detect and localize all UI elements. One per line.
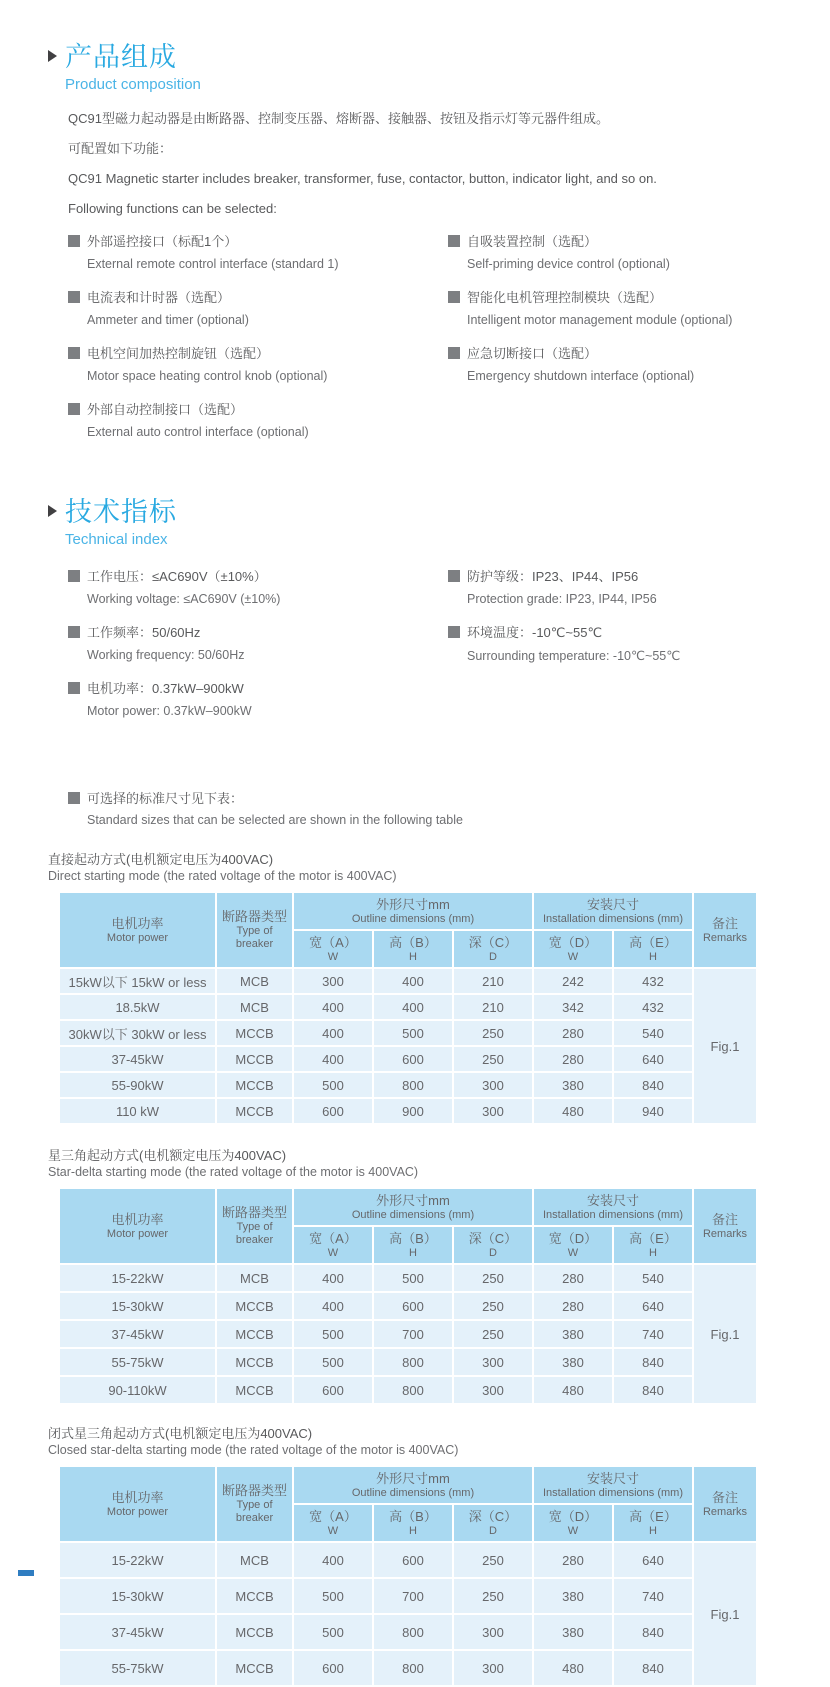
section-marker-icon [48,50,57,62]
col-header-dimension: 高（B） H [374,931,452,967]
feature-label-zh: 外部自动控制接口（选配） [87,402,244,417]
section-heading [48,42,802,95]
table-cell: 280 [534,1543,612,1577]
feature-item [68,399,448,439]
spec-label-en: Working frequency: 50/60Hz [87,648,245,662]
feature-label-en: Self-priming device control (optional) [467,257,670,271]
table-row [60,1321,756,1347]
feature-item [68,287,448,327]
caption-zh: 直接起动方式(电机额定电压为400VAC) [48,852,274,867]
table-row [60,1579,756,1613]
table-cell: 250 [454,1265,532,1291]
col-header-breaker-type: 断路器类型 Type of breaker [217,1189,292,1263]
section-title-zh: 技术指标 [65,497,177,527]
table-cell: MCCB [217,1651,292,1685]
table-cell: 250 [454,1543,532,1577]
col-header-dimension: 深（C） D [454,1505,532,1541]
table-cell: 380 [534,1579,612,1613]
table-cell: 500 [294,1615,372,1649]
spec-label-zh: 工作电压：≤AC690V（±10%） [87,569,267,584]
table-row [60,1543,756,1577]
bullet-square-icon [68,347,80,359]
table-cell: 250 [454,1579,532,1613]
note-zh: 可选择的标准尺寸见下表： [87,791,244,806]
page-corner-tab [18,1570,34,1576]
spec-label-en: Motor power: 0.37kW–900kW [87,704,252,718]
feature-label-zh: 电流表和计时器（选配） [87,290,231,305]
bullet-square-icon [68,792,80,804]
col-header-breaker-type: 断路器类型 Type of breaker [217,1467,292,1541]
caption-en: Direct starting mode (the rated voltage of the motor is 400VAC) [48,869,397,883]
col-header-dimension: 宽（A） W [294,1505,372,1541]
col-header-dimension: 宽（D） W [534,1505,612,1541]
table-cell: MCCB [217,1579,292,1613]
table-cell: MCB [217,1543,292,1577]
table-cell: 800 [374,1377,452,1403]
feature-label-zh: 自吸装置控制（选配） [467,234,598,249]
feature-label-en: Emergency shutdown interface (optional) [467,369,695,383]
spec-label-en: Surrounding temperature: -10℃~55℃ [467,649,681,663]
bullet-square-icon [68,403,80,415]
table-cell: 800 [374,1349,452,1375]
section-technical-index [48,497,802,734]
section-title-en: Technical index [65,531,168,548]
feature-columns [68,231,802,455]
spec-label-zh: 环境温度：-10℃~55℃ [467,625,603,640]
table-cell: 280 [534,1047,612,1071]
table-cell: 250 [454,1293,532,1319]
table-cell: 300 [454,1651,532,1685]
table-cell: 500 [294,1579,372,1613]
dimensions-table [58,1465,758,1687]
col-header-motor-power: 电机功率 Motor power [60,893,215,967]
table-cell: MCB [217,1265,292,1291]
intro-paragraph-en: QC91 Magnetic starter includes breaker, transformer, fuse, contactor, button, indicator light, and so on. [68,171,657,186]
table-closed-star-delta-starting [58,1465,802,1687]
bullet-square-icon [68,235,80,247]
note-en: Standard sizes that can be selected are shown in the following table [87,813,463,827]
table-caption-closed-star-delta [48,1425,802,1459]
table-cell: 37-45kW [60,1321,215,1347]
spec-label-en: Protection grade: IP23, IP44, IP56 [467,592,657,606]
table-star-delta-starting [58,1187,802,1405]
feature-label-zh: 外部遥控接口（标配1个） [87,234,238,249]
table-cell: 90-110kW [60,1377,215,1403]
table-cell: 210 [454,995,532,1019]
table-cell: 400 [294,995,372,1019]
table-row [60,1021,756,1045]
bullet-square-icon [448,235,460,247]
feature-label-en: Motor space heating control knob (optional) [87,369,328,383]
col-group-outline-dimensions: 外形尺寸mm Outline dimensions (mm) [294,1189,532,1225]
table-cell: 400 [294,1047,372,1071]
table-row [60,969,756,993]
table-cell: 840 [614,1349,692,1375]
col-header-dimension: 深（C） D [454,1227,532,1263]
spec-item [448,622,802,663]
col-header-dimension: 宽（A） W [294,931,372,967]
col-header-dimension: 高（E） H [614,931,692,967]
spec-column-right [448,566,802,734]
table-cell: 840 [614,1615,692,1649]
table-cell: 300 [454,1073,532,1097]
table-cell: 900 [374,1099,452,1123]
table-row [60,1615,756,1649]
table-cell: 380 [534,1073,612,1097]
table-row [60,1047,756,1071]
feature-label-zh: 电机空间加热控制旋钮（选配） [87,346,270,361]
standard-sizes-note [68,788,802,827]
col-header-dimension: 高（E） H [614,1505,692,1541]
feature-item [68,343,448,383]
table-cell: 500 [294,1321,372,1347]
col-group-outline-dimensions: 外形尺寸mm Outline dimensions (mm) [294,1467,532,1503]
table-cell: 940 [614,1099,692,1123]
table-caption-star-delta [48,1147,802,1181]
table-cell: 37-45kW [60,1615,215,1649]
table-cell: 400 [294,1293,372,1319]
table-cell: 55-90kW [60,1073,215,1097]
table-cell: 18.5kW [60,995,215,1019]
table-cell: 540 [614,1021,692,1045]
table-cell: 800 [374,1651,452,1685]
spec-column-left [68,566,448,734]
table-cell: 400 [374,995,452,1019]
col-header-dimension: 高（E） H [614,1227,692,1263]
table-cell: 500 [294,1073,372,1097]
spec-item [68,566,448,606]
spec-label-en: Working voltage: ≤AC690V (±10%) [87,592,281,606]
table-cell: 840 [614,1651,692,1685]
feature-item [448,287,802,327]
table-cell: 700 [374,1321,452,1347]
spec-label-zh: 电机功率：0.37kW–900kW [87,681,244,696]
dimensions-table [58,1187,758,1405]
table-cell: 480 [534,1099,612,1123]
bullet-square-icon [448,570,460,582]
col-header-motor-power: 电机功率 Motor power [60,1189,215,1263]
feature-label-en: External auto control interface (optional) [87,425,309,439]
remark-cell: Fig.1 [694,969,756,1123]
table-cell: 15-22kW [60,1265,215,1291]
table-cell: 242 [534,969,612,993]
table-cell: 280 [534,1293,612,1319]
table-row [60,995,756,1019]
intro-paragraph-en2: Following functions can be selected: [68,201,277,216]
caption-en: Closed star-delta starting mode (the rated voltage of the motor is 400VAC) [48,1443,459,1457]
feature-column-left [68,231,448,455]
col-group-installation-dimensions: 安装尺寸 Installation dimensions (mm) [534,893,692,929]
table-cell: 400 [294,1543,372,1577]
table-direct-starting [58,891,802,1125]
table-cell: 15kW以下 15kW or less [60,969,215,993]
feature-label-en: Intelligent motor management module (optional) [467,313,733,327]
section-marker-icon [48,505,57,517]
feature-label-zh: 应急切断接口（选配） [467,346,598,361]
col-header-dimension: 宽（A） W [294,1227,372,1263]
col-header-remarks: 备注 Remarks [694,1467,756,1541]
table-cell: 500 [294,1349,372,1375]
table-cell: MCCB [217,1293,292,1319]
table-cell: 600 [374,1543,452,1577]
table-cell: 37-45kW [60,1047,215,1071]
table-cell: 55-75kW [60,1349,215,1375]
table-cell: 300 [454,1099,532,1123]
table-row [60,1099,756,1123]
section-title-zh: 产品组成 [65,42,177,72]
table-cell: MCCB [217,1047,292,1071]
caption-zh: 星三角起动方式(电机额定电压为400VAC) [48,1148,287,1163]
feature-label-zh: 智能化电机管理控制模块（选配） [467,290,663,305]
table-cell: 250 [454,1321,532,1347]
feature-item [448,343,802,383]
col-header-dimension: 宽（D） W [534,931,612,967]
table-cell: MCCB [217,1021,292,1045]
bullet-square-icon [68,626,80,638]
table-cell: MCCB [217,1073,292,1097]
table-cell: 640 [614,1543,692,1577]
table-cell: 740 [614,1579,692,1613]
col-header-remarks: 备注 Remarks [694,893,756,967]
table-cell: 700 [374,1579,452,1613]
table-cell: 380 [534,1321,612,1347]
section-product-composition [48,42,802,455]
spec-item [68,622,448,662]
table-cell: 600 [294,1377,372,1403]
table-row [60,1073,756,1097]
col-header-dimension: 高（B） H [374,1227,452,1263]
table-cell: 30kW以下 30kW or less [60,1021,215,1045]
table-cell: 300 [454,1377,532,1403]
table-cell: 740 [614,1321,692,1347]
col-group-installation-dimensions: 安装尺寸 Installation dimensions (mm) [534,1467,692,1503]
feature-item [68,231,448,271]
col-header-motor-power: 电机功率 Motor power [60,1467,215,1541]
table-cell: MCB [217,995,292,1019]
table-cell: 400 [374,969,452,993]
table-cell: 280 [534,1021,612,1045]
table-cell: 55-75kW [60,1651,215,1685]
table-cell: 840 [614,1377,692,1403]
bullet-square-icon [68,570,80,582]
table-cell: 600 [374,1047,452,1071]
table-cell: 480 [534,1651,612,1685]
intro-paragraph-zh: QC91型磁力起动器是由断路器、控制变压器、熔断器、接触器、按钮及指示灯等元器件组成。 [68,111,609,126]
table-cell: 432 [614,995,692,1019]
table-cell: MCCB [217,1321,292,1347]
col-header-remarks: 备注 Remarks [694,1189,756,1263]
col-header-dimension: 高（B） H [374,1505,452,1541]
spec-label-zh: 防护等级：IP23、IP44、IP56 [467,569,639,584]
feature-label-en: External remote control interface (standard 1) [87,257,339,271]
table-row [60,1265,756,1291]
remark-cell: Fig.1 [694,1265,756,1403]
feature-label-en: Ammeter and timer (optional) [87,313,249,327]
table-cell: 300 [294,969,372,993]
table-cell: 480 [534,1377,612,1403]
table-cell: 342 [534,995,612,1019]
table-cell: 210 [454,969,532,993]
table-cell: 800 [374,1615,452,1649]
caption-zh: 闭式星三角起动方式(电机额定电压为400VAC) [48,1426,313,1441]
feature-item [448,231,802,271]
table-row [60,1377,756,1403]
table-cell: 640 [614,1047,692,1071]
table-cell: 800 [374,1073,452,1097]
table-cell: 300 [454,1615,532,1649]
table-cell: 840 [614,1073,692,1097]
table-cell: 15-30kW [60,1293,215,1319]
table-cell: 280 [534,1265,612,1291]
remark-cell: Fig.1 [694,1543,756,1685]
table-cell: 15-22kW [60,1543,215,1577]
table-cell: 600 [374,1293,452,1319]
spec-label-zh: 工作频率：50/60Hz [87,625,201,640]
table-cell: MCCB [217,1349,292,1375]
col-header-breaker-type: 断路器类型 Type of breaker [217,893,292,967]
table-row [60,1293,756,1319]
table-cell: 540 [614,1265,692,1291]
table-cell: MCCB [217,1615,292,1649]
intro-paragraph-zh2: 可配置如下功能： [68,141,173,156]
table-cell: 300 [454,1349,532,1375]
table-cell: 400 [294,1265,372,1291]
table-cell: 400 [294,1021,372,1045]
table-cell: 380 [534,1349,612,1375]
table-cell: 600 [294,1651,372,1685]
bullet-square-icon [448,626,460,638]
table-caption-direct-starting [48,851,802,885]
feature-column-right [448,231,802,455]
spec-columns [68,566,802,734]
table-cell: 640 [614,1293,692,1319]
spec-item [68,678,448,718]
table-cell: 500 [374,1021,452,1045]
bullet-square-icon [68,291,80,303]
bullet-square-icon [68,682,80,694]
table-cell: 15-30kW [60,1579,215,1613]
table-cell: 250 [454,1021,532,1045]
dimensions-table [58,891,758,1125]
col-group-installation-dimensions: 安装尺寸 Installation dimensions (mm) [534,1189,692,1225]
table-cell: 110 kW [60,1099,215,1123]
bullet-square-icon [448,291,460,303]
table-cell: MCCB [217,1377,292,1403]
table-cell: 600 [294,1099,372,1123]
table-cell: MCB [217,969,292,993]
section-title-en: Product composition [65,76,201,93]
table-row [60,1651,756,1685]
col-group-outline-dimensions: 外形尺寸mm Outline dimensions (mm) [294,893,532,929]
col-header-dimension: 深（C） D [454,931,532,967]
bullet-square-icon [448,347,460,359]
table-cell: 432 [614,969,692,993]
table-cell: 250 [454,1047,532,1071]
table-cell: MCCB [217,1099,292,1123]
table-cell: 500 [374,1265,452,1291]
caption-en: Star-delta starting mode (the rated voltage of the motor is 400VAC) [48,1165,419,1179]
spec-item [448,566,802,606]
section-heading [48,497,802,550]
intro-paragraphs [68,111,802,217]
table-cell: 380 [534,1615,612,1649]
table-row [60,1349,756,1375]
col-header-dimension: 宽（D） W [534,1227,612,1263]
